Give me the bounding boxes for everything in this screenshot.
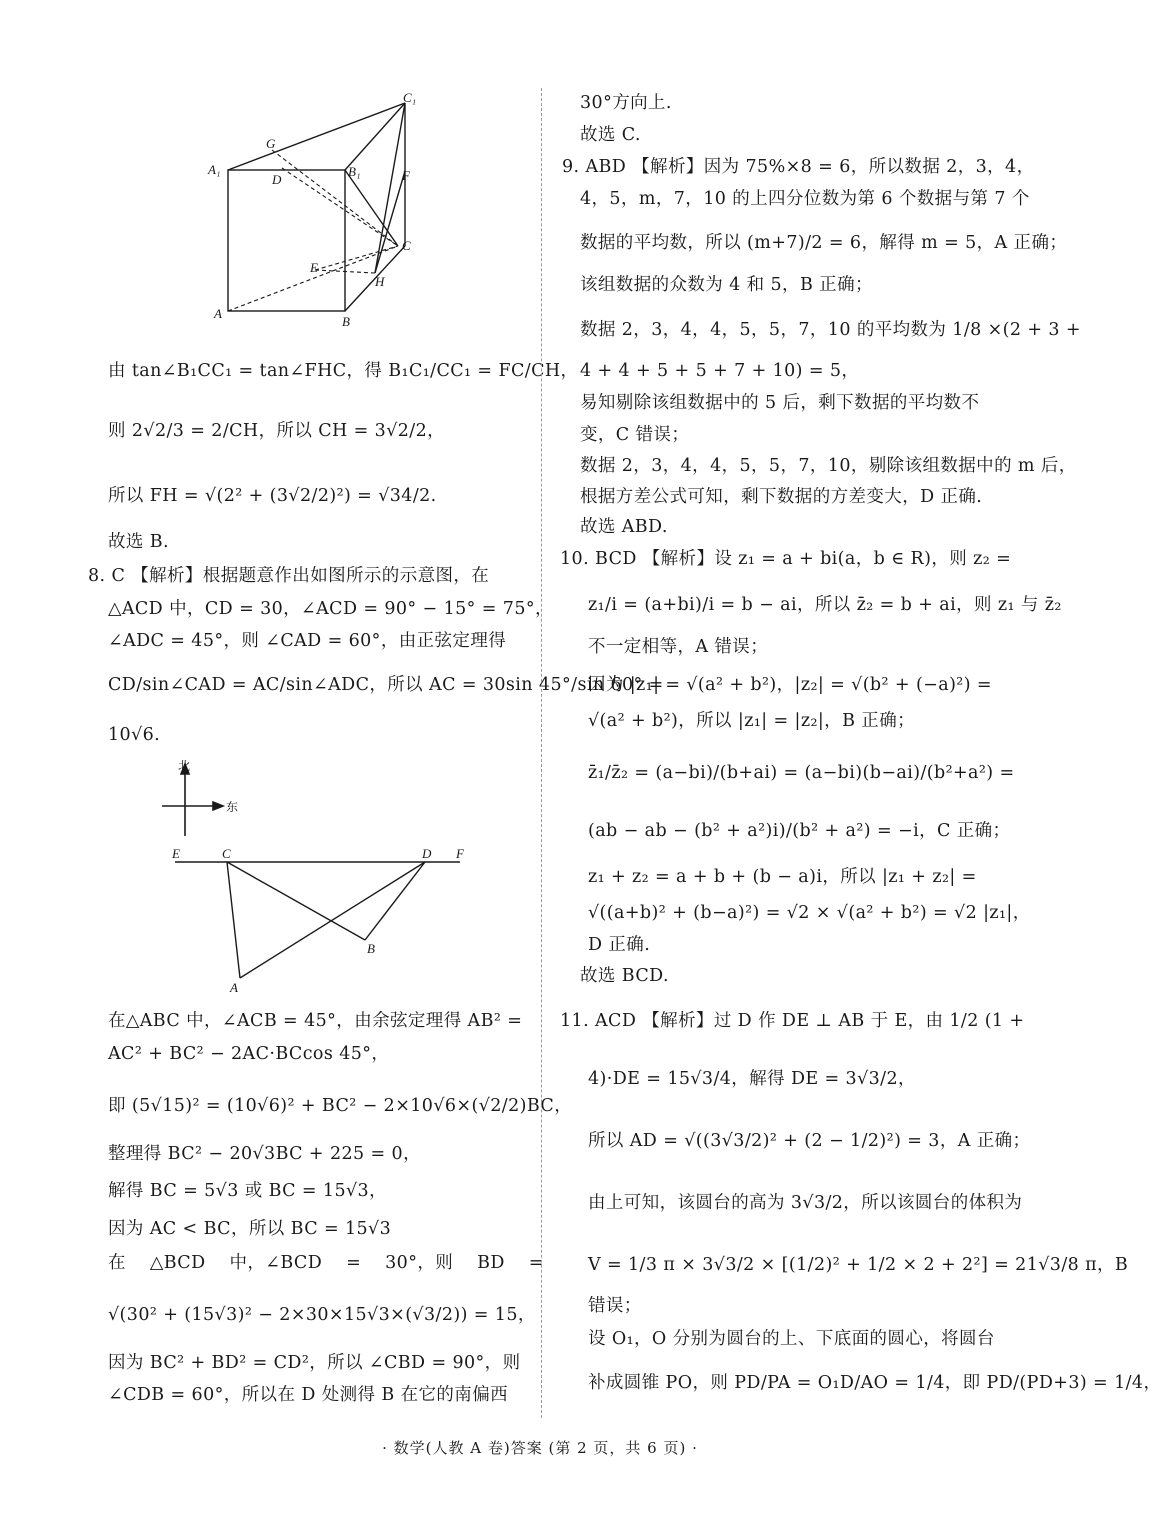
text-line: △ACD 中，CD = 30，∠ACD = 90° − 15° = 75°， [108,599,553,619]
text-line: CD/sin∠CAD = AC/sin∠ADC，所以 AC = 30sin 45°/sin 60° = [108,675,664,695]
page-footer: · 数学(人教 A 卷)答案 (第 2 页，共 6 页) · [382,1439,698,1457]
label-A: A [230,980,238,995]
text-line: 8. C 【解析】根据题意作出如图所示的示意图，在 [88,566,490,586]
text-line: 易知剔除该组数据中的 5 后，剩下数据的平均数不 [580,393,980,413]
prism-figure [200,88,440,338]
text-line: 在 △BCD 中，∠BCD = 30°，则 BD = [108,1253,544,1273]
label-E: E [310,260,318,275]
text-line: 11. ACD 【解析】过 D 作 DE ⊥ AB 于 E，由 1/2 (1 + [560,1011,1025,1031]
label-B: B [342,314,350,329]
navigation-figure [160,756,480,996]
text-line: 整理得 BC² − 20√3BC + 225 = 0， [108,1144,421,1164]
text-line: 9. ABD 【解析】因为 75%×8 = 6，所以数据 2，3，4， [562,157,1035,177]
text-line: (ab − ab − (b² + a²)i)/(b² + a²) = −i，C 正确； [588,821,1011,841]
text-line: √(30² + (15√3)² − 2×30×15√3×(√3/2)) = 15， [108,1305,536,1325]
label-C: C [402,238,411,253]
front-face [228,170,345,311]
text-line: 数据 2，3，4，4，5，5，7，10 的平均数为 1/8 ×(2 + 3 + [580,320,1081,340]
text-line: 4 + 4 + 5 + 5 + 7 + 10) = 5， [580,361,860,381]
text-line: 即 (5√15)² = (10√6)² + BC² − 2×10√6×(√2/2)BC， [108,1096,573,1116]
text-line: 由上可知，该圆台的高为 3√3/2，所以该圆台的体积为 [588,1193,1023,1213]
text-line: 该组数据的众数为 4 和 5，B 正确； [580,275,873,295]
text-line: ∠CDB = 60°，所以在 D 处测得 B 在它的南偏西 [108,1385,508,1405]
compass-east: 东 [226,800,239,814]
text-line: 故选 B. [108,532,169,552]
text-line: 所以 AD = √((3√3/2)² + (2 − 1/2)²) = 3，A 正确； [588,1131,1031,1151]
text-line: 解得 BC = 5√3 或 BC = 15√3， [108,1181,387,1201]
label-D: D [272,172,282,187]
label-F: F [456,846,464,861]
text-line: 10. BCD 【解析】设 z₁ = a + bi(a，b ∈ R)，则 z₂ = [560,549,1012,569]
text-line: 故选 BCD. [580,966,669,986]
text-line: 数据 2，3，4，4，5，5，7，10，剔除该组数据中的 m 后， [580,456,1077,476]
text-line: 因为 BC² + BD² = CD²，所以 ∠CBD = 90°，则 [108,1353,521,1373]
text-line: 30°方向上. [580,93,672,113]
label-D: D [422,846,432,861]
label-B: B [367,941,375,956]
text-line: D 正确. [588,935,651,955]
text-line: 故选 ABD. [580,517,668,537]
text-line: 4，5，m，7，10 的上四分位数为第 6 个数据与第 7 个 [580,189,1030,209]
label-F: F [402,168,410,183]
text-line: 根据方差公式可知，剩下数据的方差变大，D 正确. [580,487,983,507]
text-line: 不一定相等，A 错误； [588,637,769,657]
text-line: 在△ABC 中，∠ACB = 45°，由余弦定理得 AB² = [108,1011,523,1031]
text-line: 则 2√2/3 = 2/CH，所以 CH = 3√2/2， [108,421,446,441]
text-line: z̄₁/z̄₂ = (a−bi)/(b+ai) = (a−bi)(b−ai)/(b²+a²) = [588,763,1015,783]
text-line: 4)·DE = 15√3/4，解得 DE = 3√3/2， [588,1069,916,1089]
text-line: z₁ + z₂ = a + b + (b − a)i，所以 |z₁ + z₂| = [588,867,977,887]
label-C1: C₁ [403,90,417,105]
text-line: 数据的平均数，所以 (m+7)/2 = 6，解得 m = 5，A 正确； [580,233,1068,253]
text-line: 补成圆锥 PO，则 PD/PA = O₁D/AO = 1/4，即 PD/(PD+3) = 1/4， [588,1373,1161,1393]
text-line: 由 tan∠B₁CC₁ = tan∠FHC，得 B₁C₁/CC₁ = FC/CH， [108,361,579,381]
text-line: 所以 FH = √(2² + (3√2/2)²) = √34/2. [108,486,437,506]
text-line: 设 O₁，O 分别为圆台的上、下底面的圆心，将圆台 [588,1329,995,1349]
label-C: C [222,846,231,861]
label-B1: B₁ [348,164,361,179]
label-H: H [375,274,385,289]
text-line: ∠ADC = 45°，则 ∠CAD = 60°，由正弦定理得 [108,631,507,651]
label-G: G [266,136,276,151]
text-line: 因为 AC < BC，所以 BC = 15√3 [108,1219,392,1239]
text-line: 因为 |z₁| = √(a² + b²)，|z₂| = √(b² + (−a)²) = [588,675,992,695]
text-line: AC² + BC² − 2AC·BCcos 45°， [108,1044,390,1064]
text-line: V = 1/3 π × 3√3/2 × [(1/2)² + 1/2 × 2 + 2²] = 21√3/8 π，B [588,1255,1129,1275]
label-E: E [172,846,180,861]
text-line: z₁/i = (a+bi)/i = b − ai，所以 z̄₂ = b + ai，则 z₁ 与 z̄₂ [588,595,1062,615]
text-line: √((a+b)² + (b−a)²) = √2 × √(a² + b²) = √2 |z₁|， [588,903,1031,923]
text-line: 错误； [588,1296,642,1316]
label-A1: A₁ [208,162,221,177]
east-arrow-icon [213,802,223,810]
column-divider [541,88,542,1418]
text-line: 变，C 错误； [580,425,690,445]
text-line: √(a² + b²)，所以 |z₁| = |z₂|，B 正确； [588,711,915,731]
label-A: A [214,306,222,321]
text-line: 10√6. [108,725,161,745]
text-line: 故选 C. [580,125,641,145]
compass-north: 北 [178,759,191,773]
